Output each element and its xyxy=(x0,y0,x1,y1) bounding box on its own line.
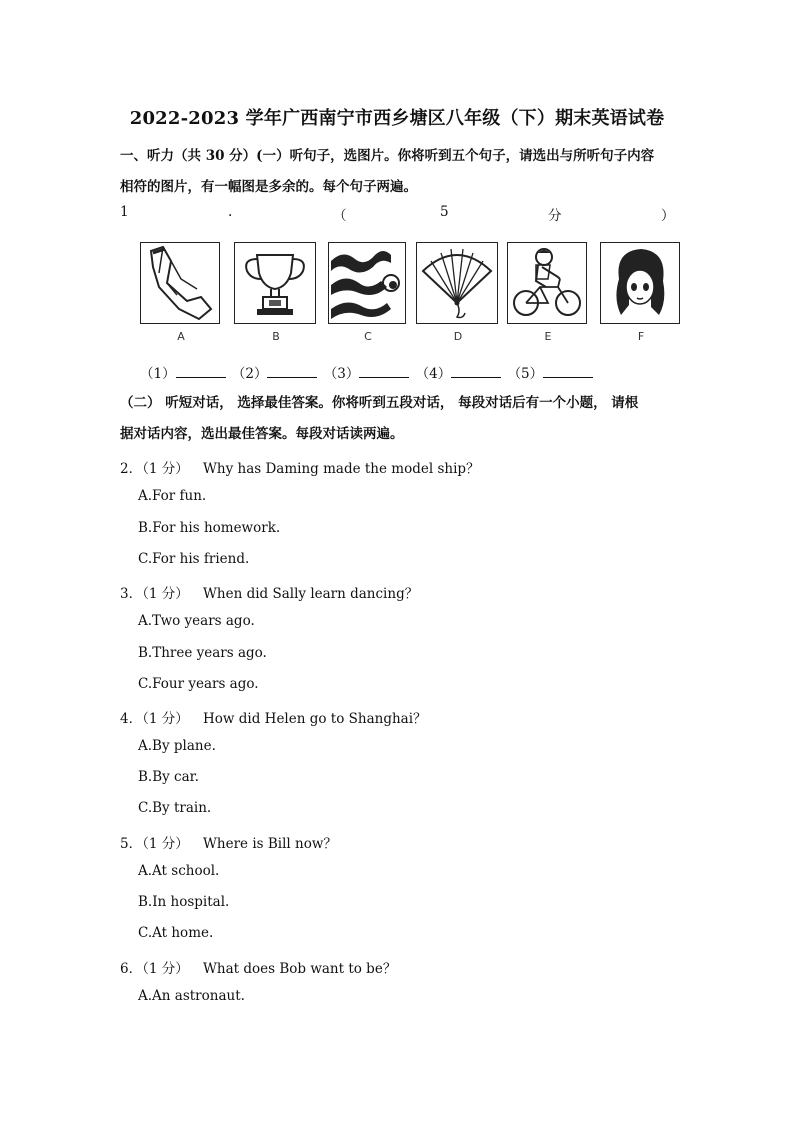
section2-intro-line1: （二） 听短对话， 选择最佳答案。你将听到五段对话， 每段对话后有一个小题， 请根 xyxy=(120,395,639,411)
question-6-number: 6．（1 分） xyxy=(120,961,189,977)
picture-d-letter: D xyxy=(453,330,463,343)
picture-f xyxy=(600,242,682,346)
question-5-text: Where is Bill now？ xyxy=(203,836,337,852)
question-1-dot: . xyxy=(228,204,233,220)
question-6 xyxy=(120,957,396,977)
answer-blank-4[interactable] xyxy=(451,364,501,378)
picture-d xyxy=(416,242,500,346)
question-5-option-a[interactable]: A.At school. xyxy=(138,863,220,879)
cyclist-icon xyxy=(507,242,587,324)
question-2-option-b[interactable]: B.For his homework. xyxy=(138,520,281,536)
question-2-text: Why has Daming made the model ship？ xyxy=(203,461,480,477)
answer-blank-2[interactable] xyxy=(267,364,317,378)
picture-a-letter: A xyxy=(177,330,185,343)
question-4-option-a[interactable]: A.By plane. xyxy=(138,738,216,754)
picture-c-letter: C xyxy=(364,330,372,343)
picture-b-letter: B xyxy=(272,330,280,343)
question-1-close-paren: ） xyxy=(661,208,675,224)
answer-blanks xyxy=(140,362,595,382)
picture-b xyxy=(234,242,318,346)
question-2-option-a[interactable]: A.For fun. xyxy=(138,488,207,504)
picture-options xyxy=(140,242,685,346)
fan-icon xyxy=(416,242,498,324)
picture-a xyxy=(140,242,222,346)
trophy-icon xyxy=(234,242,316,324)
question-3-option-c[interactable]: C.Four years ago. xyxy=(138,676,259,692)
question-4 xyxy=(120,707,427,727)
question-3 xyxy=(120,582,418,602)
picture-f-letter: F xyxy=(637,330,645,343)
answer-blank-1[interactable] xyxy=(176,364,226,378)
question-3-text: When did Sally learn dancing？ xyxy=(203,586,419,602)
question-4-number: 4．（1 分） xyxy=(120,711,189,727)
question-5-number: 5．（1 分） xyxy=(120,836,189,852)
question-4-option-c[interactable]: C.By train. xyxy=(138,800,212,816)
section1-intro-line1: 一、听力（共 30 分）(一）听句子，选图片。你将听到五个句子，请选出与所听句子内容 xyxy=(120,148,655,164)
picture-e xyxy=(507,242,589,346)
question-1-open-paren: （ xyxy=(333,208,347,224)
blank-label-3: （3） xyxy=(323,366,360,382)
girl-face-icon xyxy=(600,242,680,324)
question-3-option-b[interactable]: B.Three years ago. xyxy=(138,645,267,661)
question-2-option-c[interactable]: C.For his friend. xyxy=(138,551,250,567)
question-1-number: 1 xyxy=(120,204,129,220)
blank-label-2: （2） xyxy=(231,366,268,382)
question-1-points: 5 xyxy=(440,204,449,220)
question-5-option-b[interactable]: B.In hospital. xyxy=(138,894,230,910)
question-2 xyxy=(120,457,480,477)
blank-label-4: （4） xyxy=(415,366,452,382)
question-6-option-a[interactable]: A.An astronaut. xyxy=(138,988,245,1004)
exam-title: 2022-2023 学年广西南宁市西乡塘区八年级（下）期末英语试卷 xyxy=(129,108,665,129)
answer-blank-3[interactable] xyxy=(359,364,409,378)
question-4-text: How did Helen go to Shanghai？ xyxy=(203,711,427,727)
section1-intro-line2: 相符的图片，有一幅图是多余的。每个句子两遍。 xyxy=(120,179,417,195)
question-5-option-c[interactable]: C.At home. xyxy=(138,925,214,941)
question-3-option-a[interactable]: A.Two years ago. xyxy=(138,613,255,629)
question-6-text: What does Bob want to be？ xyxy=(203,961,397,977)
question-5 xyxy=(120,832,337,852)
trousers-icon xyxy=(140,242,220,324)
question-4-option-b[interactable]: B.By car. xyxy=(138,769,199,785)
question-2-number: 2．（1 分） xyxy=(120,461,189,477)
picture-c xyxy=(328,242,408,346)
waves-icon xyxy=(328,242,406,324)
answer-blank-5[interactable] xyxy=(543,364,593,378)
question-1-unit: 分 xyxy=(548,208,562,224)
question-1-header xyxy=(120,204,676,228)
section2-intro-line2: 据对话内容，选出最佳答案。每段对话读两遍。 xyxy=(120,426,404,442)
blank-label-5: （5） xyxy=(507,366,544,382)
blank-label-1: （1） xyxy=(140,366,176,382)
picture-e-letter: E xyxy=(544,330,552,343)
question-3-number: 3．（1 分） xyxy=(120,586,189,602)
